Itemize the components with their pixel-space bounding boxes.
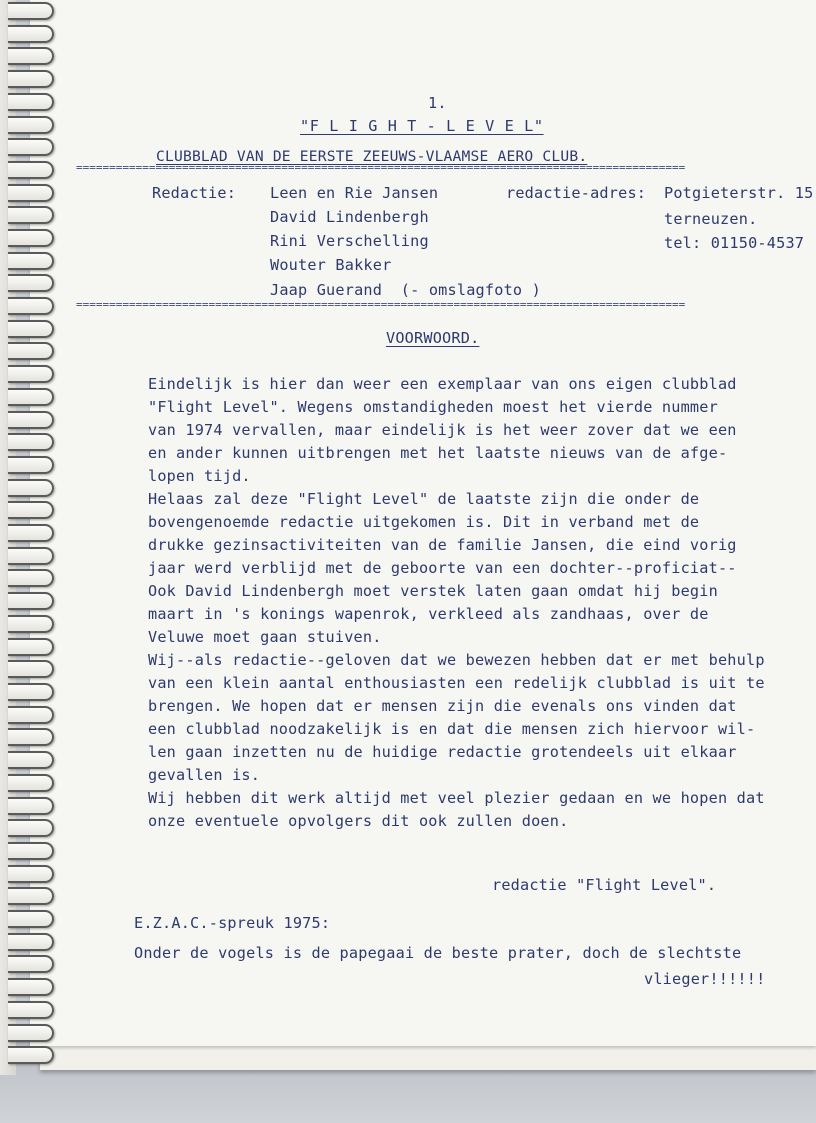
binding-ring [8,184,54,202]
spreuk-label: E.Z.A.C.-spreuk 1975: [134,914,331,932]
body-line: onze eventuele opvolgers dit ook zullen doen. [148,812,569,830]
body-line: een clubblad noodzakelijk is en dat die mensen zich hiervoor wil- [148,720,756,738]
binding-ring [8,1046,54,1064]
address-phone: tel: 01150-4537 [664,234,805,252]
staff-member: David Lindenbergh [270,208,429,226]
binding-ring [8,456,54,474]
body-line: Ook David Lindenbergh moet verstek laten gaan omdat hij begin [148,582,718,600]
binding-ring [8,706,54,724]
section-heading: VOORWOORD. [386,329,480,347]
binding-ring [8,297,54,315]
binding-ring [8,842,54,860]
binding-ring [8,206,54,224]
binding-ring [8,569,54,587]
binding-ring [8,638,54,656]
binding-ring [8,1024,54,1042]
staff-label: Redactie: [152,184,237,202]
binding-ring [8,47,54,65]
binding-ring [8,797,54,815]
address-label: redactie-adres: [506,184,647,202]
body-line: lopen tijd. [148,467,251,485]
binding-ring [8,2,54,20]
binding-ring [8,388,54,406]
staff-member: Rini Verschelling [270,232,429,250]
binding-ring [8,70,54,88]
binding-ring [8,615,54,633]
binding-ring [8,433,54,451]
body-line: van 1974 vervallen, maar eindelijk is het weer zover dat we een [148,421,737,439]
address-street: Potgieterstr. 15 [664,184,814,202]
binding-ring [8,774,54,792]
body-line: en ander kunnen uitbrengen met het laatste nieuws van de afge- [148,444,728,462]
newsletter-title: "F L I G H T - L E V E L" [300,117,544,135]
binding-ring [8,138,54,156]
binding-ring [8,592,54,610]
binding-ring [8,479,54,497]
binding-ring [8,887,54,905]
binding-ring [8,978,54,996]
binding-ring [8,955,54,973]
binding-ring [8,116,54,134]
binding-ring [8,865,54,883]
binding-ring [8,819,54,837]
separator-top: ============================================================================================ [76,162,686,174]
binding-ring [8,501,54,519]
body-line: bovengenoemde redactie uitgekomen is. Dit in verband met de [148,513,700,531]
binding-ring [8,320,54,338]
address-city: terneuzen. [664,210,758,228]
binding-ring [8,683,54,701]
binding-ring [8,728,54,746]
page-number: 1. [428,94,447,112]
binding-ring [8,274,54,292]
binding-ring [8,547,54,565]
body-line: jaar werd verblijd met de geboorte van een dochter--proficiat-- [148,559,737,577]
binding-ring [8,365,54,383]
binding-ring [8,161,54,179]
binding-ring [8,229,54,247]
body-line: maart in 's konings wapenrok, verkleed als zandhaas, over de [148,605,709,623]
body-line: Eindelijk is hier dan weer een exemplaar van ons eigen clubblad [148,375,737,393]
newsletter-subtitle: CLUBBLAD VAN DE EERSTE ZEEUWS-VLAAMSE AERO CLUB. [156,148,588,165]
binding-ring [8,751,54,769]
body-line: Helaas zal deze "Flight Level" de laatste zijn die onder de [148,490,700,508]
spreuk-line: Onder de vogels is de papegaai de beste prater, doch de slechtste [134,944,742,962]
binding-ring [8,342,54,360]
body-line: Veluwe moet gaan stuiven. [148,628,382,646]
body-line: van een klein aantal enthousiasten een redelijk clubblad is uit te [148,674,765,692]
signature: redactie "Flight Level". [492,876,717,894]
spreuk-line: vlieger!!!!!! [644,970,766,988]
binding-ring [8,252,54,270]
staff-member: Jaap Guerand (- omslagfoto ) [270,281,541,299]
staff-member: Wouter Bakker [270,256,392,274]
body-line: brengen. We hopen dat er mensen zijn die evenals ons vinden dat [148,697,737,715]
body-line: Wij--als redactie--geloven dat we bewezen hebben dat er met behulp [148,651,765,669]
body-line: Wij hebben dit werk altijd met veel plezier gedaan en we hopen dat [148,789,765,807]
binding-ring [8,25,54,43]
binding-ring [8,524,54,542]
separator-bottom: ============================================================================================ [76,299,686,311]
binding-ring [8,660,54,678]
staff-member: Leen en Rie Jansen [270,184,439,202]
binding-ring [8,93,54,111]
binding-ring [8,1001,54,1019]
binding-ring [8,910,54,928]
body-line: drukke gezinsactiviteiten van de familie Jansen, die eind vorig [148,536,737,554]
binding-ring [8,933,54,951]
body-line: "Flight Level". Wegens omstandigheden moest het vierde nummer [148,398,718,416]
body-line: gevallen is. [148,766,261,784]
binding-ring [8,411,54,429]
paper-page [30,0,816,1046]
body-line: len gaan inzetten nu de huidige redactie grotendeels uit elkaar [148,743,737,761]
